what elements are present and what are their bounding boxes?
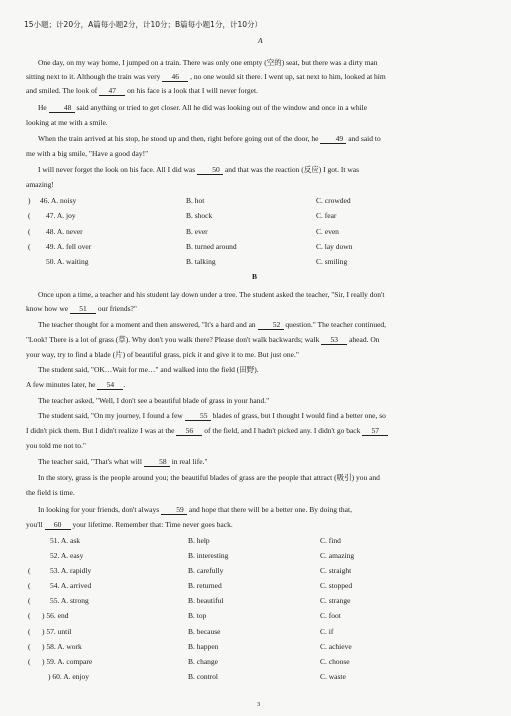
answer-blank-55[interactable]: 55 xyxy=(185,411,211,421)
answer-blank-53[interactable]: 53 xyxy=(321,335,347,345)
option-58-c[interactable]: C. achieve xyxy=(320,642,352,651)
option-51-c[interactable]: C. find xyxy=(320,536,341,545)
passage-b-line: The teacher asked, "Well, I don't see a beautiful blade of grass in your hand." xyxy=(38,396,270,405)
passage-b-line: "Look! There is a lot of grass (草). Why don't you walk there? Please don't walk backwards; walk 53 ahead. On xyxy=(26,335,380,344)
passage-a-line: One day, on my way home, I jumped on a train. There was only one empty (空的) seat, but there was a dirty man xyxy=(38,58,378,67)
passage-a-line: He 48 said anything or tried to get closer. All he did was looking out of the window and once in a while xyxy=(38,103,368,112)
passage-b-line: you'll 60 your lifetime. Remember that: Time never goes back. xyxy=(26,520,233,529)
option-47-a[interactable]: 47. A. joy xyxy=(46,211,76,220)
answer-blank-51[interactable]: 51 xyxy=(70,304,96,314)
option-58-b[interactable]: B. happen xyxy=(188,642,219,651)
option-50-b[interactable]: B. talking xyxy=(186,257,216,266)
answer-blank-54[interactable]: 54 xyxy=(97,380,123,390)
option-54-c[interactable]: C. stopped xyxy=(320,581,353,590)
passage-b-line: In looking for your friends, don't always 59 and hope that there will be a better one. By doing that, xyxy=(38,505,352,514)
option-50-c[interactable]: C. smiling xyxy=(316,257,348,266)
answer-blank-47[interactable]: 47 xyxy=(99,86,125,96)
passage-b-line: Once upon a time, a teacher and his student lay down under a tree. The student asked the teacher, "Sir, I really don't xyxy=(38,290,385,299)
option-53-c[interactable]: C. straight xyxy=(320,566,352,575)
section-b-label: B xyxy=(252,272,258,281)
option-48-c[interactable]: C. even xyxy=(316,227,339,236)
option-54-b[interactable]: B. returned xyxy=(188,581,222,590)
answer-blank-50[interactable]: 50 xyxy=(197,165,223,175)
answer-blank-49[interactable]: 49 xyxy=(320,134,346,144)
option-49-c[interactable]: C. lay down xyxy=(316,242,353,251)
passage-a-line: me with a big smile, "Have a good day!" xyxy=(26,149,149,158)
passage-a-line: looking at me with a smile. xyxy=(26,118,108,127)
option-49-b[interactable]: B. turned around xyxy=(186,242,237,251)
option-46-b[interactable]: B. hot xyxy=(186,196,205,205)
passage-b-line: you told me not to." xyxy=(26,441,86,450)
option-59-a[interactable]: ) 59. A. compare xyxy=(42,657,93,666)
passage-b-line: The student said, "OK…Wait for me…" and walked into the field (田野). xyxy=(38,365,259,374)
option-57-a[interactable]: ) 57. until xyxy=(42,627,72,636)
option-49-a[interactable]: 49. A. fell over xyxy=(46,242,92,251)
answer-blank-60[interactable]: 60 xyxy=(45,520,71,530)
answer-blank-52[interactable]: 52 xyxy=(258,320,284,330)
option-59-b[interactable]: B. change xyxy=(188,657,218,666)
page-number: 3 xyxy=(257,701,261,708)
option-47-b[interactable]: B. shock xyxy=(186,211,213,220)
passage-a-line: sitting next to it. Although the train was very 46 , no one would sit there. I went up, sat next to him, looked at him xyxy=(26,72,386,81)
passage-a-line: amazing! xyxy=(26,180,54,189)
answer-blank-56[interactable]: 56 xyxy=(176,426,202,436)
answer-blank-48[interactable]: 48 xyxy=(49,103,75,113)
section-a-label: A xyxy=(258,36,263,45)
option-60-b[interactable]: B. control xyxy=(188,672,218,681)
option-57-b[interactable]: B. because xyxy=(188,627,221,636)
option-55-a[interactable]: 55. A. strong xyxy=(50,596,89,605)
option-57-c[interactable]: C. if xyxy=(320,627,334,636)
answer-blank-59[interactable]: 59 xyxy=(161,505,187,515)
option-55-b[interactable]: B. beautiful xyxy=(188,596,224,605)
option-59-c[interactable]: C. choose xyxy=(320,657,350,666)
passage-b-line: In the story, grass is the people around you; the beautiful blades of grass are the people that attract (吸引) you and xyxy=(38,473,380,482)
option-52-a[interactable]: 52. A. easy xyxy=(50,551,84,560)
option-47-c[interactable]: C. fear xyxy=(316,211,337,220)
passage-b-line: A few minutes later, he 54 . xyxy=(26,380,126,389)
answer-blank-58[interactable]: 58 xyxy=(144,457,170,467)
passage-b-line: The teacher said, "That's what will 58 in real life." xyxy=(38,457,208,466)
answer-blank-46[interactable]: 46 xyxy=(162,72,188,82)
passage-b-line: The teacher thought for a moment and then answered, "It's a hard and an 52 question." The teacher continued, xyxy=(38,320,387,329)
passage-b-line: your way, try to find a blade (片) of beautiful grass, pick it and give it to me. But just one." xyxy=(26,350,299,359)
option-53-b[interactable]: B. carefully xyxy=(188,566,224,575)
option-51-a[interactable]: 51. A. ask xyxy=(50,536,80,545)
option-50-a[interactable]: 50. A. waiting xyxy=(46,257,89,266)
option-48-b[interactable]: B. ever xyxy=(186,227,208,236)
option-46-a[interactable]: 46. A. noisy xyxy=(40,196,77,205)
option-60-c[interactable]: C. waste xyxy=(320,672,346,681)
passage-a-line: and smiled. The look of 47 on his face is a look that I will never forget. xyxy=(26,86,258,95)
option-53-a[interactable]: 53. A. rapidly xyxy=(50,566,92,575)
option-52-c[interactable]: C. amazing xyxy=(320,551,355,560)
passage-b-line: know how we 51 our friends?" xyxy=(26,304,137,313)
passage-b-line: The student said, "On my journey, I found a few 55 blades of grass, but I thought I would find a better one, so xyxy=(38,411,386,420)
answer-blank-57[interactable]: 57 xyxy=(362,426,388,436)
option-46-c[interactable]: C. crowded xyxy=(316,196,351,205)
section-header: 15小题；计20分，A篇每小题2分，计10分；B篇每小题1分，计10分） xyxy=(24,20,262,29)
option-56-b[interactable]: B. top xyxy=(188,611,207,620)
option-55-c[interactable]: C. strange xyxy=(320,596,351,605)
passage-a-line: When the train arrived at his stop, he stood up and then, right before going out of the door, he 49 and said to xyxy=(38,134,381,143)
option-52-b[interactable]: B. interesting xyxy=(188,551,229,560)
option-56-a[interactable]: ) 56. end xyxy=(42,611,69,620)
option-54-a[interactable]: 54. A. arrived xyxy=(50,581,92,590)
option-56-c[interactable]: C. foot xyxy=(320,611,341,620)
passage-b-line: I didn't pick them. But I didn't realize I was at the 56 of the field, and I hadn't picked any. I didn't go back 57 xyxy=(26,424,488,437)
option-60-a[interactable]: ) 60. A. enjoy xyxy=(48,672,90,681)
passage-a-line: I will never forget the look on his face. All I did was 50 and that was the reaction (反应) I got. It was xyxy=(38,165,359,174)
option-51-b[interactable]: B. help xyxy=(188,536,210,545)
option-48-a[interactable]: 48. A. never xyxy=(46,227,83,236)
option-58-a[interactable]: ) 58. A. work xyxy=(42,642,82,651)
passage-b-line: the field is time. xyxy=(26,488,75,497)
